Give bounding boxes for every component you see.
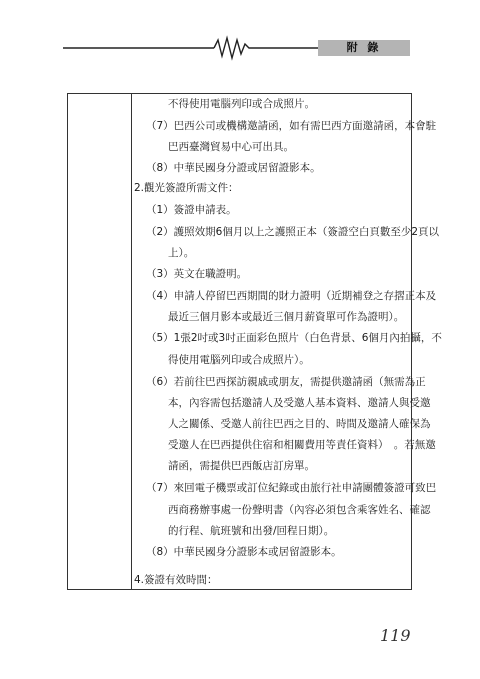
page-header bbox=[0, 0, 480, 62]
text-line: 的行程、航班號和出發/回程日期）。 bbox=[168, 525, 335, 537]
list-item: （6）若前往巴西探訪親戚或朋友，需提供邀請函（無需為正 bbox=[146, 376, 426, 388]
text-line: 不得使用電腦列印或合成照片。 bbox=[168, 98, 315, 110]
list-item: （4）申請人停留巴西期間的財力證明（近期補登之存摺正本及 bbox=[146, 290, 437, 302]
text-line: 上）。 bbox=[168, 247, 195, 259]
text-line: 最近三個月影本或最近三個月薪資單可作為證明）。 bbox=[168, 311, 405, 323]
section-tab: 附 錄 bbox=[318, 40, 410, 56]
page-number: 119 bbox=[380, 626, 411, 645]
text-line: 得使用電腦列印或合成照片）。 bbox=[168, 354, 310, 366]
section-heading: 4.簽證有效時間： bbox=[134, 574, 218, 586]
text-line: 請函，需提供巴西飯店訂房單。 bbox=[168, 460, 315, 472]
list-item: （7）來回電子機票或訂位紀錄或由旅行社申請團體簽證可致巴 bbox=[146, 482, 437, 494]
list-item: （8）中華民國身分證或居留證影本。 bbox=[146, 162, 321, 174]
list-item: （3）英文在職證明。 bbox=[146, 268, 248, 280]
text-line: 人之關係、受邀人前往巴西之目的、時間及邀請人確保為 bbox=[168, 418, 431, 430]
list-item: （5）1張2吋或3吋正面彩色照片（白色背景、6個月內拍攝，不 bbox=[146, 332, 442, 344]
text-line: 巴西臺灣貿易中心可出具。 bbox=[168, 141, 294, 153]
text-line: 西商務辦事處一份聲明書（內容必須包含乘客姓名、確認 bbox=[168, 504, 431, 516]
list-item: （8）中華民國身分證影本或居留證影本。 bbox=[146, 546, 342, 558]
list-item: （2）護照效期6個月以上之護照正本（簽證空白頁數至少2頁以 bbox=[146, 226, 440, 238]
list-item: （7）巴西公司或機構邀請函，如有需巴西方面邀請函，本會駐 bbox=[146, 120, 437, 132]
text-line: 本，內容需包括邀請人及受邀人基本資料、邀請人與受邀 bbox=[168, 397, 431, 409]
text-line: 受邀人在巴西提供住宿和相關費用等責任資料） 。若無邀 bbox=[168, 439, 436, 451]
section-heading: 2.觀光簽證所需文件： bbox=[134, 182, 239, 194]
requirements-table bbox=[67, 93, 442, 590]
table-content-cell bbox=[132, 94, 442, 589]
list-item: （1）簽證申請表。 bbox=[146, 204, 237, 216]
